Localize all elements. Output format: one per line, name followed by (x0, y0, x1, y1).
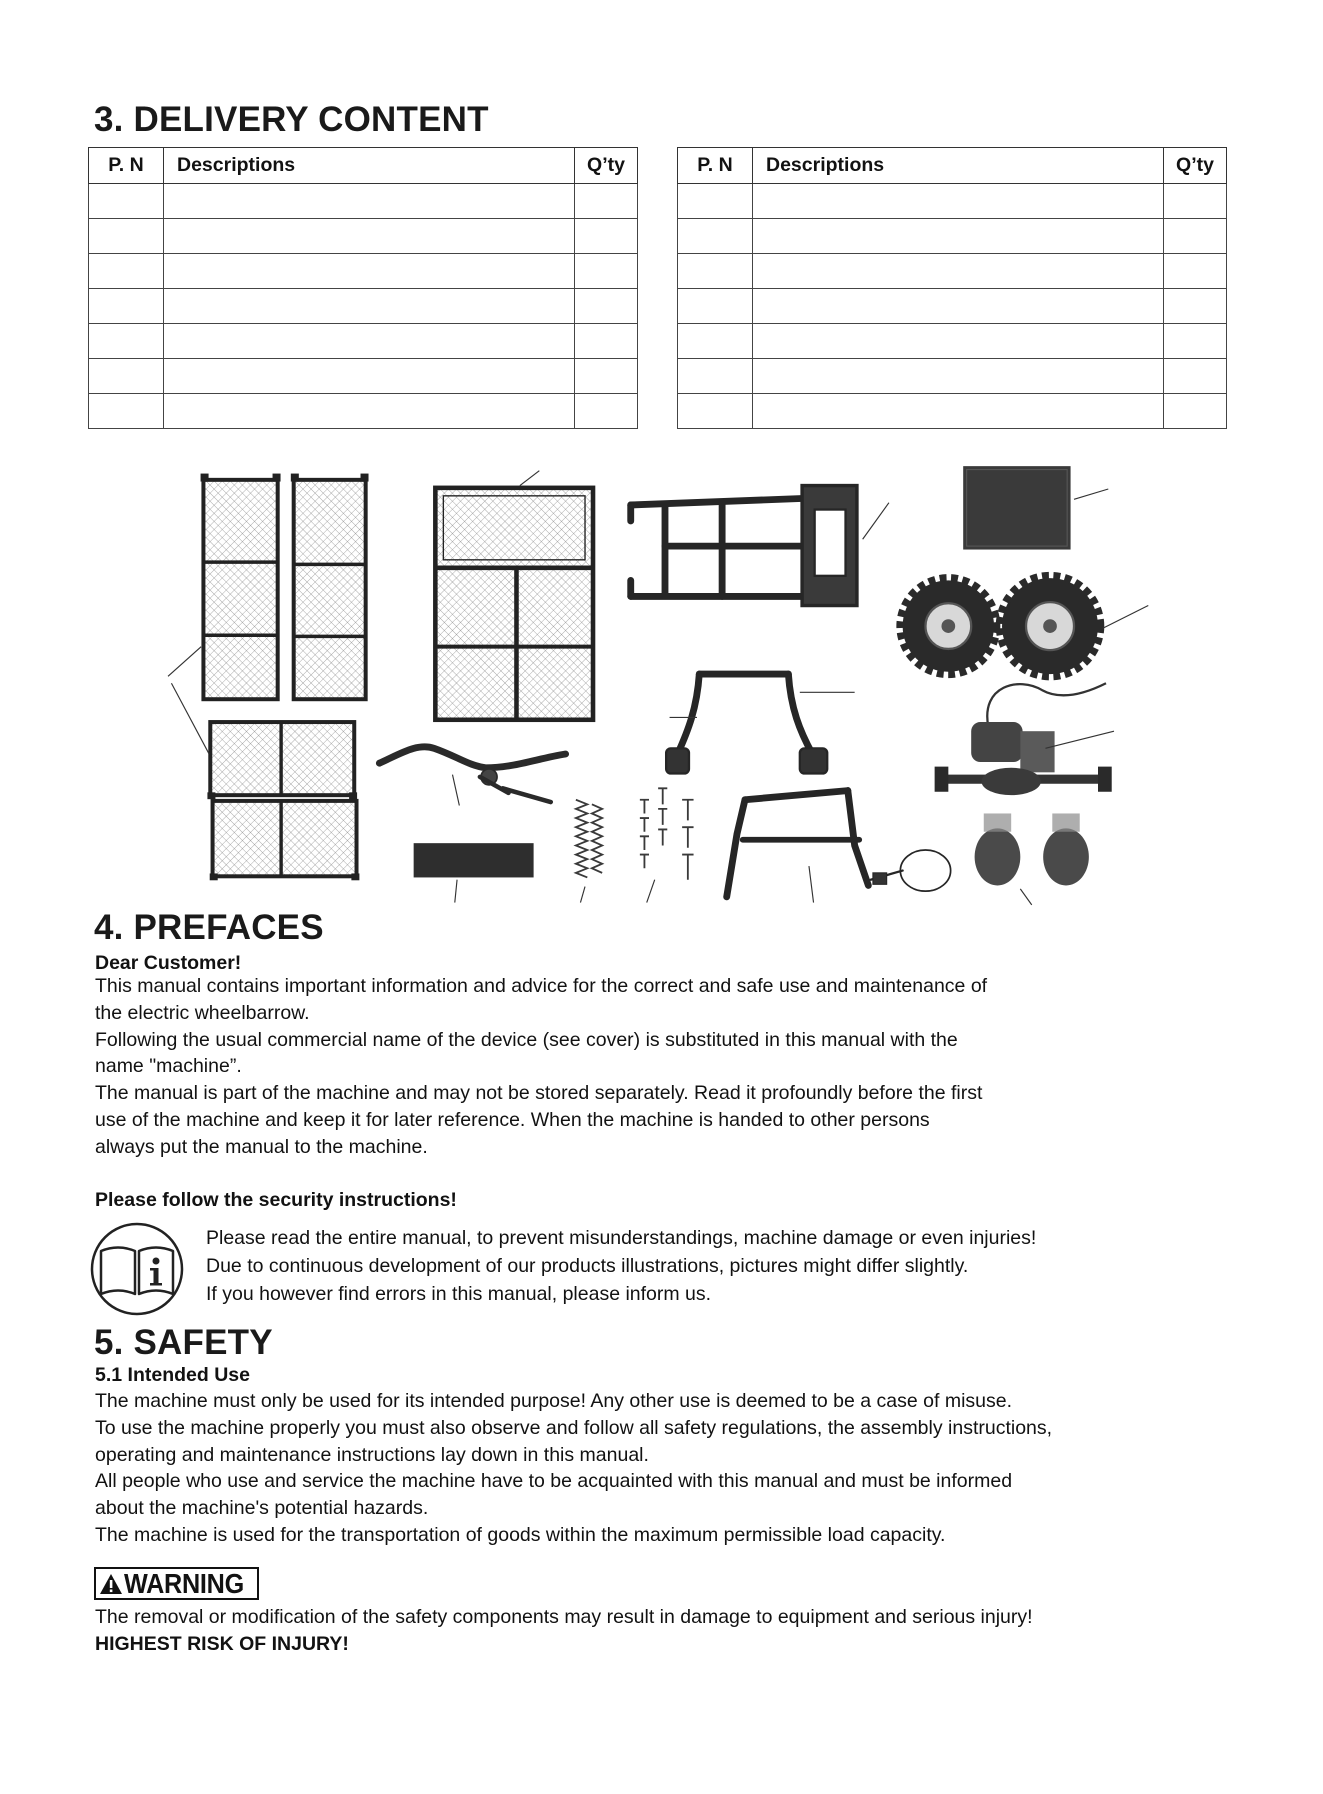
table-row (678, 289, 1227, 324)
table-row (678, 394, 1227, 429)
table-cell (89, 324, 164, 359)
table-cell (164, 289, 575, 324)
wheel-left (900, 578, 996, 674)
table-cell (164, 324, 575, 359)
paragraph-line: operating and maintenance instructions lay down in this manual. (95, 1443, 649, 1466)
paragraph-line: This manual contains important information and advice for the correct and safe use and maintenance of (95, 975, 988, 997)
table-row (89, 324, 638, 359)
paragraph-line: The manual is part of the machine and may not be stored separately. Read it profoundly before the first (95, 1082, 983, 1105)
short-mesh-panel-upper (208, 722, 357, 799)
greeting: Dear Customer! (95, 952, 242, 974)
table-cell (89, 289, 164, 324)
table-row (678, 324, 1227, 359)
delivery-table-right (677, 147, 1227, 429)
read-manual-info-icon (89, 1221, 185, 1317)
notice-text (206, 1224, 1036, 1308)
table-cell (753, 359, 1164, 394)
table-cell (89, 254, 164, 289)
tall-mesh-panel-right (291, 474, 368, 699)
handlebar (379, 747, 565, 802)
table-cell (753, 254, 1164, 289)
table-row (89, 359, 638, 394)
table-cell (753, 184, 1164, 219)
warning-emphasis: HIGHEST RISK OF INJURY! (95, 1633, 349, 1655)
table-row (678, 184, 1227, 219)
table-row (89, 184, 638, 219)
table-cell (1164, 254, 1227, 289)
table-cell (1164, 394, 1227, 429)
paragraph-line: the electric wheelbarrow. (95, 1001, 310, 1024)
notice-line: Due to continuous development of our products illustrations, pictures might differ slightly. (206, 1255, 969, 1277)
warning-label (94, 1567, 259, 1600)
motor-axle-assembly (935, 683, 1112, 795)
small-cover-plate (414, 843, 534, 877)
table-cell (678, 394, 753, 429)
parts-illustration (160, 457, 1154, 914)
column-header-quantity: Q’ty (1164, 148, 1227, 184)
table-header-row (89, 148, 638, 184)
paragraph-line: The machine is used for the transportation of goods within the maximum permissible load capacity. (95, 1523, 946, 1546)
rear-stand-with-cable (727, 791, 951, 897)
tall-mesh-panel-left (201, 474, 280, 699)
table-cell (89, 359, 164, 394)
prefaces-title: 4. PREFACES (94, 908, 324, 947)
table-row (678, 254, 1227, 289)
security-heading: Please follow the security instructions! (95, 1189, 457, 1211)
column-header-descriptions: Descriptions (753, 148, 1164, 184)
intended-use-subtitle: 5.1 Intended Use (95, 1364, 250, 1386)
table-cell (678, 289, 753, 324)
table-row (89, 254, 638, 289)
table-cell (89, 394, 164, 429)
table-row (678, 359, 1227, 394)
paragraph-line: All people who use and service the machine have to be acquainted with this manual and must be informed (95, 1470, 1013, 1493)
table-cell (575, 359, 638, 394)
safety-title: 5. SAFETY (94, 1323, 273, 1362)
front-mesh-panel (435, 488, 593, 720)
table-cell (164, 254, 575, 289)
table-row (678, 219, 1227, 254)
table-cell (678, 359, 753, 394)
table-cell (575, 324, 638, 359)
delivery-table-left (88, 147, 638, 429)
short-mesh-panel-lower (210, 801, 359, 880)
support-leg-stand (666, 674, 827, 773)
delivery-content-title: 3. DELIVERY CONTENT (94, 100, 489, 139)
column-header-descriptions: Descriptions (164, 148, 575, 184)
table-cell (89, 184, 164, 219)
wheel-right (1000, 576, 1101, 677)
table-cell (575, 254, 638, 289)
table-cell (753, 394, 1164, 429)
table-row (89, 219, 638, 254)
warning-label-text: WARNING (124, 1568, 244, 1599)
handle-frame (631, 486, 857, 606)
table-cell (1164, 324, 1227, 359)
prefaces-paragraph (95, 973, 987, 1161)
paragraph-line: Following the usual commercial name of the device (see cover) is substituted in this manual with the (95, 1028, 958, 1051)
table-cell (575, 394, 638, 429)
paragraph-line: always put the manual to the machine. (95, 1135, 428, 1158)
paragraph-line: about the machine's potential hazards. (95, 1497, 429, 1520)
column-header-quantity: Q’ty (575, 148, 638, 184)
table-row (89, 289, 638, 324)
table-cell (1164, 184, 1227, 219)
table-cell (753, 324, 1164, 359)
table-cell (575, 184, 638, 219)
notice-line: Please read the entire manual, to prevent misunderstandings, machine damage or even injuries! (206, 1227, 1037, 1249)
table-cell (164, 359, 575, 394)
table-cell (753, 219, 1164, 254)
table-cell (678, 254, 753, 289)
table-cell (678, 184, 753, 219)
table-cell (575, 289, 638, 324)
table-header-row (678, 148, 1227, 184)
table-cell (575, 219, 638, 254)
table-cell (753, 289, 1164, 324)
column-header-part-number: P. N (89, 148, 164, 184)
column-header-part-number: P. N (678, 148, 753, 184)
table-cell (1164, 219, 1227, 254)
table-cell (1164, 289, 1227, 324)
table-cell (1164, 359, 1227, 394)
intended-use-paragraph (95, 1388, 1052, 1549)
table-cell (164, 184, 575, 219)
table-cell (89, 219, 164, 254)
warning-text: The removal or modification of the safety components may result in damage to equipment and serious injury! (95, 1606, 1033, 1628)
paragraph-line: use of the machine and keep it for later reference. When the machine is handed to other persons (95, 1108, 930, 1131)
fastener-hardware (576, 788, 694, 879)
table-cell (678, 219, 753, 254)
paragraph-line: The machine must only be used for its intended purpose! Any other use is deemed to be a case of misuse. (95, 1390, 1013, 1412)
base-plate (963, 466, 1070, 549)
table-row (89, 394, 638, 429)
warning-triangle-icon (99, 1573, 123, 1595)
table-cell (164, 394, 575, 429)
paragraph-line: To use the machine properly you must also observe and follow all safety regulations, the assembly instructions, (95, 1416, 1053, 1439)
table-cell (164, 219, 575, 254)
caster-wheels (975, 813, 1089, 885)
paragraph-line: name "machine”. (95, 1055, 242, 1078)
notice-line: If you however find errors in this manual, please inform us. (206, 1283, 712, 1305)
table-cell (678, 324, 753, 359)
